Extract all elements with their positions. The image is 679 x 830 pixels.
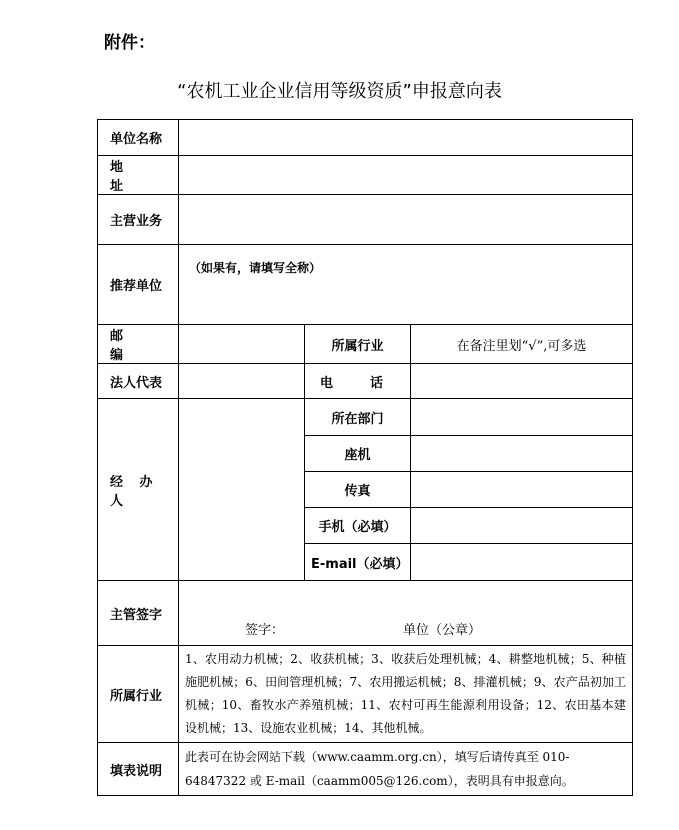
row-supervisor-sign [98,581,633,646]
postcode-label: 邮 编 [98,325,179,364]
recommend-unit-field[interactable] [179,245,633,325]
email-label: E-mail（必填） [305,544,411,581]
seal-label: 单位（公章） [403,623,482,638]
landline-field[interactable] [411,436,633,472]
form-title: “农机工业企业信用等级资质”申报意向表 [177,81,502,102]
supervisor-sign-label: 主管签字 [98,581,179,646]
fill-instructions-label: 填表说明 [98,743,179,796]
row-postcode [98,325,633,364]
landline-label: 座机 [305,436,411,472]
mobile-label: 手机（必填） [305,508,411,544]
main-business-label: 主营业务 [98,195,179,245]
department-field[interactable] [411,399,633,436]
row-unit-name [98,120,633,156]
phone-label: 电 话 [305,364,411,399]
fax-label: 传真 [305,472,411,508]
fill-instructions-text: 此表可在协会网站下载（www.caamm.org.cn），填写后请传真至 010-64847322 或 E-mail（caamm005@126.com），表明具有申报意向。 [179,743,633,796]
industry-list-text: 1、农用动力机械；2、收获机械；3、收获后处理机械；4、耕整地机械；5、种植施肥机械；6、田间管理机械；7、农用搬运机械；8、排灌机械；9、农产品初加工机械；10、畜牧水产养殖机械；11、农村可再生能源利用设备；12、农田基本建设机械；13、设施农业机械；14、其他机械。 [179,646,633,743]
email-field[interactable] [411,544,633,581]
phone-field[interactable] [411,364,633,399]
industry-label: 所属行业 [305,325,411,364]
legal-rep-field[interactable] [179,364,305,399]
row-main-business [98,195,633,245]
unit-name-field[interactable] [179,120,633,156]
mobile-field[interactable] [411,508,633,544]
address-label: 地 址 [98,156,179,195]
row-legal-rep [98,364,633,399]
postcode-field[interactable] [179,325,305,364]
attachment-label: 附件： [104,33,155,53]
application-form-table [97,119,633,796]
sign-label: 签字： [245,623,285,638]
row-recommend-unit [98,245,633,325]
industry-hint: 在备注里划“√”,可多选 [411,325,633,364]
row-department [98,399,633,436]
row-fill-instructions [98,743,633,796]
industry-list-label: 所属行业 [98,646,179,743]
fax-field[interactable] [411,472,633,508]
department-label: 所在部门 [305,399,411,436]
recommend-note: （如果有，请填写全称） [189,261,322,275]
row-industry-list [98,646,633,743]
supervisor-sign-field[interactable] [179,581,633,646]
handler-field[interactable] [179,399,305,581]
main-business-field[interactable] [179,195,633,245]
legal-rep-label: 法人代表 [98,364,179,399]
handler-label: 经 办 人 [98,399,179,581]
unit-name-label: 单位名称 [98,120,179,156]
row-address [98,156,633,195]
recommend-unit-label: 推荐单位 [98,245,179,325]
address-field[interactable] [179,156,633,195]
